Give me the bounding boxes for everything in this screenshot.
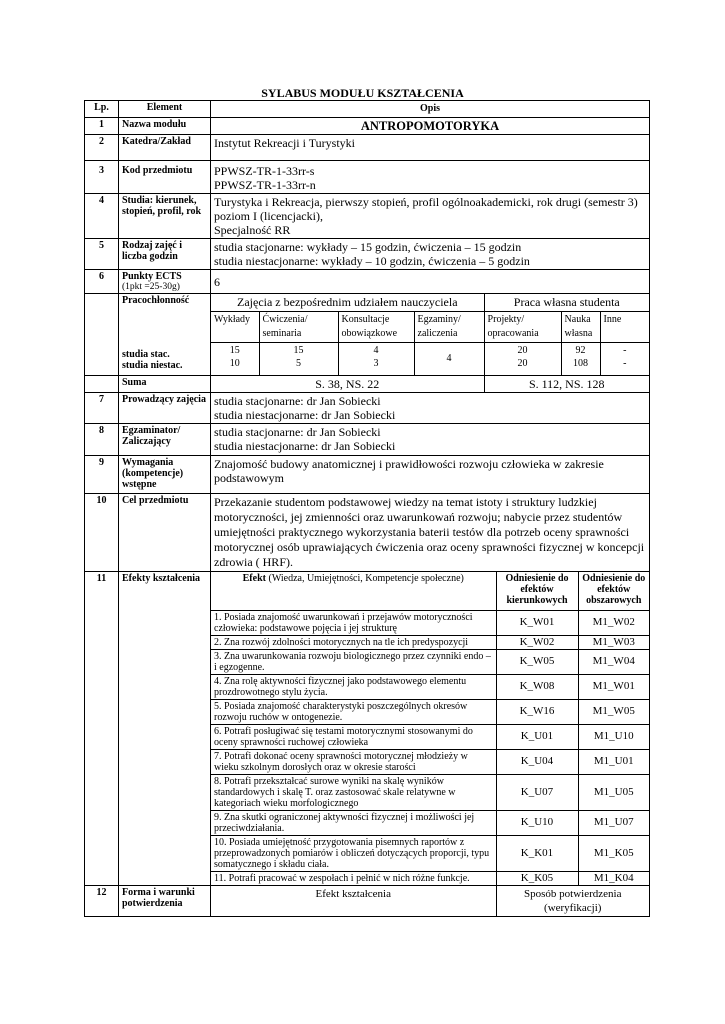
teacher-niestac: studia niestacjonarne: dr Jan Sobiecki: [214, 408, 396, 422]
studies-line-2: Specjalność RR: [214, 223, 291, 237]
workload-table: Zajęcia z bezpośrednim udziałem nauczyciela Praca własna studenta Wykłady Ćwiczenia/ seminaria Konsultacje obowiązkowe Egzaminy/ zaliczenia Projekty/ opracowania Nauka własna Inne 15 10 15 5 4 3 4 20 20 92 108 - -: [211, 294, 649, 375]
workload-col-lectures: Wykłady: [211, 311, 259, 342]
table-row: 5. Posiada znajomość charakterystyki poszczególnych okresów rozwoju ruchów w ontogenezie. K_W16 M1_W05: [211, 699, 649, 724]
course-code-stac: PPWSZ-TR-1-33rr-s: [214, 164, 315, 178]
goal-value: Przekazanie studentom podstawowej wiedzy na temat istoty i struktury ludzkiej motoryczności, jej zmienności oraz uwarunkowań rozwoju; nabycie przez studentów umiejętności praktycznego wykorzystania baterii testów dla potrzeb oceny sprawności motorycznej osób uprawiających ćwiczenia oraz oceny sprawności fizycznej w koncepcji zdrowia ( HRF).: [211, 494, 650, 572]
table-row: 11. Potrafi pracować w zespołach i pełnić w nich różne funkcje. K_K05 M1_K04: [211, 871, 649, 885]
sum-contact: S. 38, NS. 22: [211, 376, 484, 392]
effects-table: Efekt (Wiedza, Umiejętności, Kompetencje społeczne) Odniesienie do efektów kierunkowych Odniesienie do efektów obszarowych 1. Posiada znajomość uwarunkowań i przejawów motoryczności człowieka: podstawowe pojęcia i jej strukturę K_W01 M1_W02 2. Zna rozwój zdolności motorycznych na tle ich predyspozycji K_W02 M1_W03 3. Zna uwarunkowania rozwoju biologicznego przez czynniki endo – i egzogenne. K_W05 M1_W04 4. Zna rolę aktywności fizycznej jako podstawowego elementu prozdrowotnego stylu życia. K_W08 M1_W01 5. Posiada znajomość charakterystyki poszczególnych okresów rozwoju ruchów w ontogenezie. K_W16 M1_W05 6. Potrafi posługiwać się testami motorycznymi stosowanymi do oceny sprawności ruchowej człowieka K_U01 M1_U10 7. Potrafi dokonać oceny sprawności motorycznej młodzieży w wieku szkolnym dorosłych oraz w okresie starości K_U04 M1_U01 8. Potrafi przekształcać surowe wyniki na skalę wyników standardowych i skalę T. oraz zastosować skale relatywne w kategoriach wieku morfologicznego K_U07 M1_U05 9. Zna skutki ograniczonej aktywności fizycznej i możliwości jej przeciwdziałania. K_U10 M1_U07 10. Posiada umiejętność przygotowania pisemnych raportów z przeprowadzonych pomiarów i obliczeń dotyczących proporcji, typu somatycznego i składu ciała. K_K01 M1_K05 11. Potrafi pracować w zespołach i pełnić w nich różne funkcje. K_K05 M1_K04: [211, 572, 649, 885]
studies-line-1: Turystyka i Rekreacja, pierwszy stopień, profil ogólnoakademicki, rok drugi (semestr 3) poziom I (licencjacki),: [214, 195, 638, 223]
row-class-type: 5 Rodzaj zajęć i liczba godzin studia stacjonarne: wykłady – 15 godzin, ćwiczenia – 15 godzin studia niestacjonarne: wykłady – 10 godzin, ćwiczenia – 5 godzin: [85, 239, 650, 270]
workload-col-exams: Egzaminy/ zaliczenia: [414, 311, 484, 342]
workload-col-selfstudy: Nauka własna: [561, 311, 600, 342]
table-row: 6. Potrafi posługiwać się testami motorycznymi stosowanymi do oceny sprawności ruchowej człowieka K_U01 M1_U10: [211, 724, 649, 749]
course-code-niestac: PPWSZ-TR-1-33rr-n: [214, 178, 316, 192]
workload-group-self: Praca własna studenta: [484, 294, 649, 311]
row-studies: 4 Studia: kierunek, stopień, profil, rok Turystyka i Rekreacja, pierwszy stopień, profil ogólnoakademicki, rok drugi (semestr 3) poziom I (licencjacki), Specjalność RR: [85, 194, 650, 239]
sum-self: S. 112, NS. 128: [528, 377, 605, 391]
teacher-stac: studia stacjonarne: dr Jan Sobiecki: [214, 394, 381, 408]
confirmation-effect-header: Efekt kształcenia: [211, 886, 496, 916]
row-course-code: 3 Kod przedmiotu PPWSZ-TR-1-33rr-s PPWSZ-TR-1-33rr-n: [85, 161, 650, 194]
document-title: SYLABUS MODUŁU KSZTAŁCENIA: [261, 86, 464, 100]
ects-value: 6: [211, 270, 650, 294]
table-header-row: [85, 101, 650, 118]
header-element: Element: [119, 101, 211, 118]
workload-label-stac: studia stac.: [122, 349, 170, 360]
syllabus-table: [84, 100, 650, 917]
workload-group-contact: Zajęcia z bezpośrednim udziałem nauczyciela: [211, 294, 484, 311]
table-row: 7. Potrafi dokonać oceny sprawności motorycznej młodzieży w wieku szkolnym dorosłych oraz w okresie starości K_U04 M1_U01: [211, 749, 649, 774]
row-module-name: 1 Nazwa modułu ANTROPOMOTORYKA: [85, 118, 650, 135]
row-ects: 6 Punkty ECTS (1pkt =25-30g) 6: [85, 270, 650, 294]
class-type-stac: studia stacjonarne: wykłady – 15 godzin, ćwiczenia – 15 godzin: [214, 240, 522, 254]
workload-col-projects: Projekty/ opracowania: [484, 311, 561, 342]
examiner-stac: studia stacjonarne: dr Jan Sobiecki: [214, 425, 381, 439]
class-type-niestac: studia niestacjonarne: wykłady – 10 godzin, ćwiczenia – 5 godzin: [214, 254, 530, 268]
requirements-value: Znajomość budowy anatomicznej i prawidłowości rozwoju człowieka w zakresie podstawowym: [211, 456, 650, 494]
table-row: 10. Posiada umiejętność przygotowania pisemnych raportów z przeprowadzonych pomiarów i obliczeń dotyczących proporcji, typu somatycznego i składu ciała. K_K01 M1_K05: [211, 835, 649, 871]
row-requirements: 9 Wymagania (kompetencje) wstępne Znajomość budowy anatomicznej i prawidłowości rozwoju człowieka w zakresie podstawowym: [85, 456, 650, 494]
row-teacher: 7 Prowadzący zajęcia studia stacjonarne: dr Jan Sobiecki studia niestacjonarne: dr Jan Sobiecki: [85, 393, 650, 424]
row-effects: 11 Efekty kształcenia Efekt (Wiedza, Umiejętności, Kompetencje społeczne) Odniesienie do efektów kierunkowych Odniesienie do efektów obszarowych 1. Posiada znajomość uwarunkowań i przejawów motoryczności człowieka: podstawowe pojęcia i jej strukturę K_W01 M1_W02 2. Zna rozwój zdolności motorycznych na tle ich predyspozycji K_W02 M1_W03 3. Zna uwarunkowania rozwoju biologicznego przez czynniki endo – i egzogenne. K_W05 M1_W04 4. Zna rolę aktywności fizycznej jako podstawowego elementu prozdrowotnego stylu życia. K_W08 M1_W01 5. Posiada znajomość charakterystyki poszczególnych okresów rozwoju ruchów w ontogenezie. K_W16 M1_W05 6. Potrafi posługiwać się testami motorycznymi stosowanymi do oceny sprawności ruchowej człowieka K_U01 M1_U10 7. Potrafi dokonać oceny sprawności motorycznej młodzieży w wieku szkolnym dorosłych oraz w okresie starości K_U04 M1_U01 8. Potrafi przekształcać surowe wyniki na skalę wyników standardowych i skalę T. oraz zastosować skale relatywne w kategoriach wieku morfologicznego K_U07 M1_U05 9. Zna skutki ograniczonej aktywności fizycznej i możliwości jej przeciwdziałania. K_U10 M1_U07 10. Posiada umiejętność przygotowania pisemnych raportów z przeprowadzonych pomiarów i obliczeń dotyczących proporcji, typu somatycznego i składu ciała. K_K01 M1_K05 11. Potrafi pracować w zespołach i pełnić w nich różne funkcje. K_K05 M1_K04: [85, 572, 650, 886]
table-row: 9. Zna skutki ograniczonej aktywności fizycznej i możliwości jej przeciwdziałania. K_U10 M1_U07: [211, 810, 649, 835]
effects-header-obsz: Odniesienie do efektów obszarowych: [578, 572, 649, 610]
header-lp: Lp.: [85, 101, 119, 118]
table-row: 8. Potrafi przekształcać surowe wyniki na skalę wyników standardowych i skalę T. oraz zastosować skale relatywne w kategoriach wieku morfologicznego K_U07 M1_U05: [211, 774, 649, 810]
table-row: 4. Zna rolę aktywności fizycznej jako podstawowego elementu prozdrowotnego stylu życia. K_W08 M1_W01: [211, 674, 649, 699]
header-opis: Opis: [211, 101, 650, 118]
workload-label: Pracochłonność: [122, 295, 190, 306]
table-row: 1. Posiada znajomość uwarunkowań i przejawów motoryczności człowieka: podstawowe pojęcia i jej strukturę K_W01 M1_W02: [211, 610, 649, 635]
sum-label: Suma: [119, 376, 211, 393]
effects-header-kier: Odniesienie do efektów kierunkowych: [496, 572, 578, 610]
workload-col-consult: Konsultacje obowiązkowe: [338, 311, 414, 342]
table-row: 3. Zna uwarunkowania rozwoju biologicznego przez czynniki endo – i egzogenne. K_W05 M1_W04: [211, 649, 649, 674]
examiner-niestac: studia niestacjonarne: dr Jan Sobiecki: [214, 439, 396, 453]
row-workload: [85, 294, 650, 376]
row-confirmation: 12 Forma i warunki potwierdzenia Efekt kształcenia Sposób potwierdzenia (weryfikacji): [85, 885, 650, 916]
row-department: 2 Katedra/Zakład Instytut Rekreacji i Turystyki: [85, 135, 650, 161]
row-goal: 10 Cel przedmiotu Przekazanie studentom podstawowej wiedzy na temat istoty i struktury ludzkiej motoryczności, jej zmienności oraz uwarunkowań rozwoju; nabycie przez studentów umiejętności praktycznego wykorzystania baterii testów dla potrzeb oceny sprawności motorycznej osób uprawiających ćwiczenia oraz oceny sprawności fizycznej w koncepcji zdrowia ( HRF).: [85, 494, 650, 572]
table-row: 2. Zna rozwój zdolności motorycznych na tle ich predyspozycji K_W02 M1_W03: [211, 635, 649, 649]
department-value: Instytut Rekreacji i Turystyki: [211, 135, 650, 161]
effects-header-effect: Efekt: [242, 573, 266, 584]
confirmation-method-header: Sposób potwierdzenia (weryfikacji): [524, 887, 622, 914]
module-name: ANTROPOMOTORYKA: [211, 118, 650, 135]
row-examiner: 8 Egzaminator/ Zaliczający studia stacjonarne: dr Jan Sobiecki studia niestacjonarne: dr Jan Sobiecki: [85, 424, 650, 456]
workload-col-exercises: Ćwiczenia/ seminaria: [259, 311, 338, 342]
row-sum: [85, 376, 650, 393]
workload-label-niestac: studia niestac.: [122, 360, 183, 371]
workload-col-other: Inne: [600, 311, 649, 342]
